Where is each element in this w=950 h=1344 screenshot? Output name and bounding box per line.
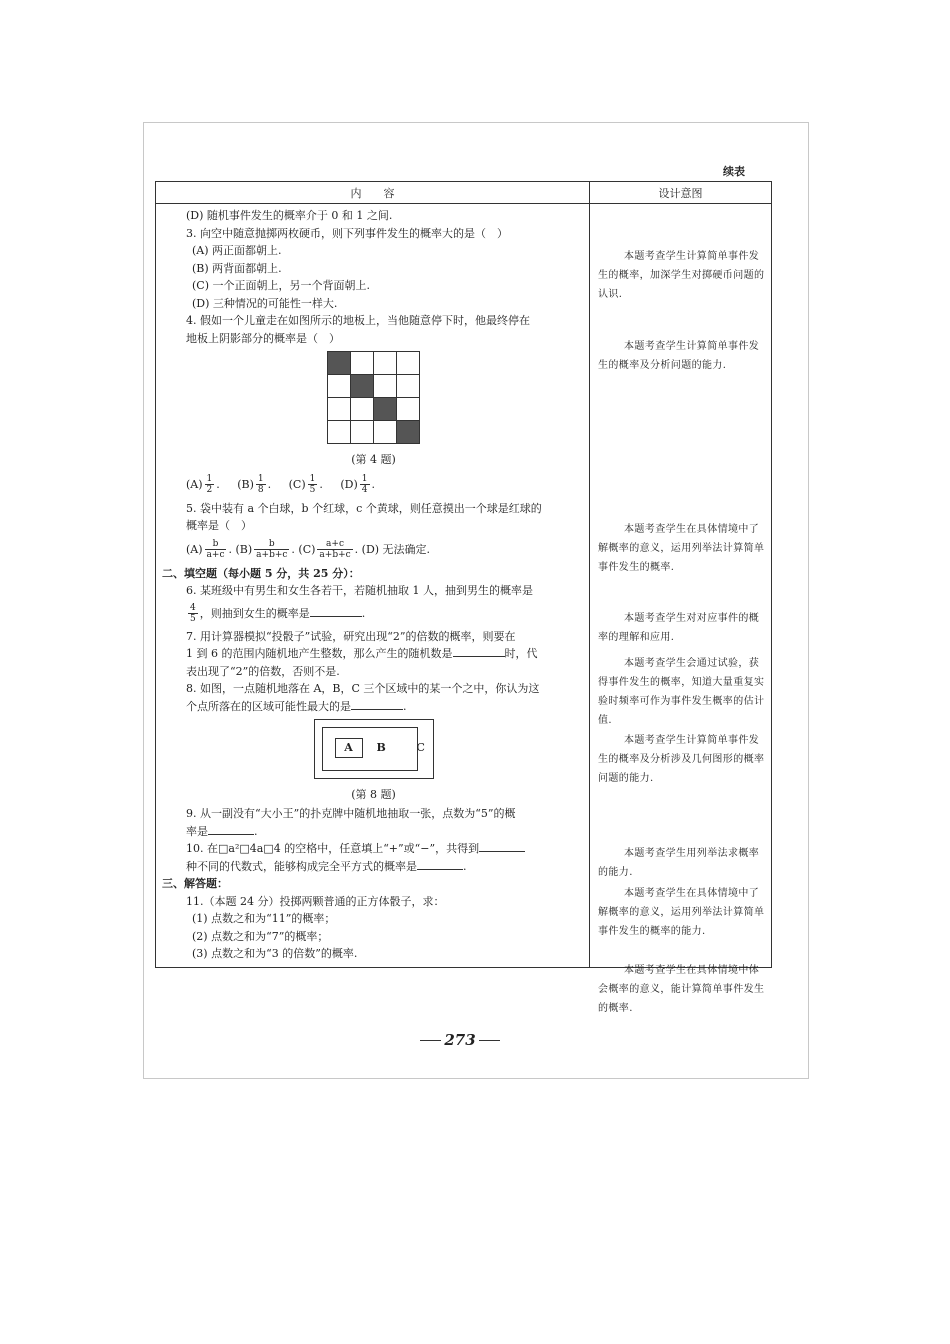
- page-content: [155, 163, 771, 1014]
- intent-note: 本题考查学生会通过试验，获得事件发生的概率，知道大量重复实验时频率可作为事件发生概率的估计值.: [598, 658, 765, 726]
- intent-note: 本题考查学生计算简单事件发生的概率及分析问题的能力.: [598, 341, 760, 371]
- question-8-line-1: 8. 如图，一点随机地落在 A，B，C 三个区域中的某一个之中，你认为这: [186, 682, 540, 695]
- fraction: $\frac{b}{a+b+c}$: [256, 539, 288, 560]
- fraction: $\frac{b}{a+c}$: [206, 539, 225, 560]
- question-7-line-3: 表出现了“2”的倍数，否则不是.: [186, 664, 340, 678]
- option-line: (D) 随机事件发生的概率介于 0 和 1 之间.: [186, 209, 393, 222]
- question-5-options: (A) $\frac{b}{a+c}$ . (B) $\frac{b}{a+b+c}$ . (C) $\frac{a+c}{a+b+c}$ . (D) 无法确定.: [186, 539, 431, 560]
- intent-note: 本题考查学生在具体情境中了解概率的意义，运用列举法计算简单事件发生的概率.: [598, 524, 765, 573]
- question-9-line-2: 率是 .: [186, 824, 258, 838]
- question-6-stem-cont: $\frac{4}{5}$ ，则抽到女生的概率是 .: [190, 603, 366, 624]
- question-4-options: (A) $\frac{1}{2}$ . (B) $\frac{1}{8}$ . (C) $\frac{1}{5}$ . (D) $\frac{1}{4}$ .: [186, 474, 375, 495]
- question-6-stem: 6. 某班级中有男生和女生各若干，若随机抽取 1 人，抽到男生的概率是: [186, 584, 533, 597]
- question-9-line-1: 9. 从一副没有“大小王”的扑克牌中随机地抽取一张，点数为“5”的概: [186, 807, 516, 820]
- region-c-label: C: [416, 741, 425, 754]
- question-5-stem-cont: 概率是（ ）: [186, 519, 252, 532]
- question-10-line-2: 种不同的代数式，能够构成完全平方式的概率是 .: [186, 859, 467, 873]
- content-table: [155, 181, 772, 1014]
- intent-cell: [590, 204, 772, 1014]
- fraction: $\frac{1}{2}$: [206, 474, 213, 495]
- intent-note: 本题考查学生用列举法求概率的能力.: [598, 848, 760, 878]
- question-5-stem: 5. 袋中装有 a 个白球，b 个红球，c 个黄球，则任意摸出一个球是红球的: [186, 501, 542, 515]
- question-7-line-1: 7. 用计算器模拟“投骰子”试验，研究出现“2”的倍数的概率，则要在: [186, 629, 516, 643]
- column-header-content: 内 容: [156, 182, 590, 204]
- question-11-part-3: (3) 点数之和为“3 的倍数”的概率.: [192, 947, 358, 960]
- question-3-stem: 3. 向空中随意抛掷两枚硬币，则下列事件发生的概率大的是（ ）: [186, 226, 508, 240]
- floor-grid-figure: [162, 347, 585, 450]
- intent-note: 本题考查学生在具体情境中体会概率的意义，能计算简单事件发生的概率.: [598, 965, 765, 1014]
- section-2-heading: 二、填空题（每小题 5 分，共 25 分）：: [162, 566, 360, 580]
- question-10-line-1: 10. 在□a²□4a□4 的空格中，任意填上“+”或“−”，共得到: [162, 840, 585, 858]
- continued-label: 续表: [723, 165, 745, 178]
- question-4-stem: 4. 假如一个儿童走在如图所示的地板上，当他随意停下时，他最终停在: [186, 314, 530, 327]
- column-header-intent: 设计意图: [590, 182, 772, 204]
- intent-note: 本题考查学生计算简单事件发生的概率及分析涉及几何图形的概率问题的能力.: [598, 735, 765, 784]
- fraction: $\frac{4}{5}$: [190, 603, 196, 624]
- question-11-stem: 11.（本题 24 分）投掷两颗普通的正方体骰子，求：: [186, 894, 445, 908]
- region-a-label: A: [335, 738, 363, 758]
- intent-note: 本题考查学生对对应事件的概率的理解和应用.: [598, 613, 760, 643]
- question-3-option-a: (A) 两正面都朝上.: [192, 244, 282, 257]
- question-3-option-d: (D) 三种情况的可能性一样大.: [192, 296, 338, 310]
- fraction: $\frac{1}{5}$: [309, 474, 316, 495]
- fraction: $\frac{1}{4}$: [361, 474, 368, 495]
- intent-note: 本题考查学生计算简单事件发生的概率，加深学生对掷硬币问题的认识.: [598, 251, 765, 300]
- fraction: $\frac{a+c}{a+b+c}$: [319, 539, 351, 560]
- question-11-part-1: (1) 点数之和为“11”的概率；: [192, 912, 336, 925]
- region-b-label: B: [376, 741, 386, 754]
- region-b-box: [322, 727, 418, 771]
- question-11-part-2: (2) 点数之和为“7”的概率；: [192, 929, 329, 943]
- regions-figure: [162, 715, 585, 785]
- question-4-stem-cont: 地板上阴影部分的概率是（ ）: [186, 331, 340, 345]
- floor-grid: [327, 351, 420, 444]
- question-7-line-2: 1 到 6 的范围内随机地产生整数，那么产生的随机数是 时，代: [186, 647, 538, 660]
- question-3-option-b: (B) 两背面都朝上.: [192, 261, 282, 275]
- content-cell: [156, 204, 590, 968]
- fraction: $\frac{1}{8}$: [257, 474, 264, 495]
- question-8-line-2: 个点所落在的区域可能性最大的是 .: [186, 699, 407, 713]
- intent-note: 本题考查学生在具体情境中了解概率的意义，运用列举法计算简单事件发生的概率的能力.: [598, 888, 765, 937]
- page-number: 273: [420, 1030, 500, 1050]
- region-c-box: [314, 719, 434, 779]
- figure-4-caption: (第 4 题): [351, 452, 396, 466]
- section-3-heading: 三、解答题：: [162, 877, 228, 890]
- figure-8-caption: (第 8 题): [351, 788, 396, 801]
- question-3-option-c: (C) 一个正面朝上，另一个背面朝上.: [192, 279, 370, 292]
